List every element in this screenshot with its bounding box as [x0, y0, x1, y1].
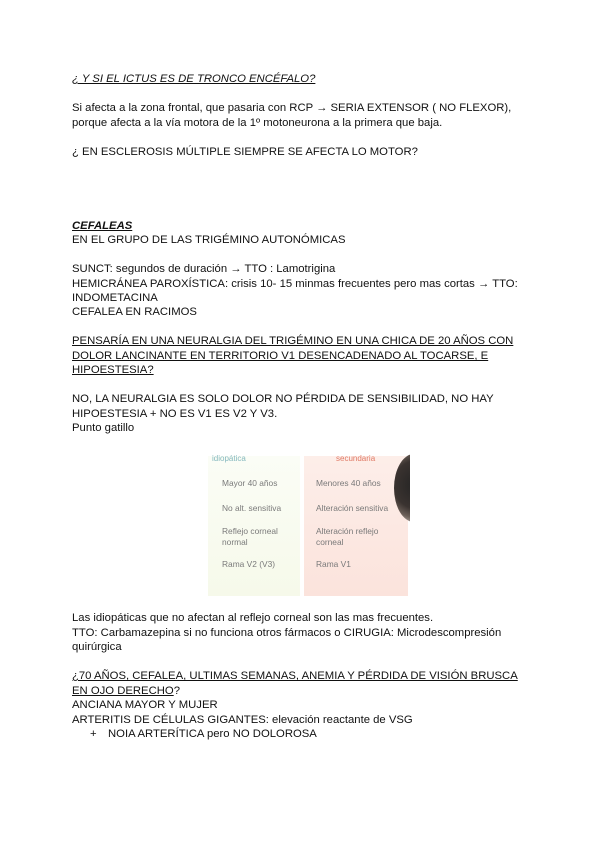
question-neuralgia: HIPOESTESIA?: [72, 364, 154, 376]
question-neuralgia: DOLOR LANCINANTE EN TERRITORIO V1 DESENCADENADO AL TOCARSE, E: [72, 350, 489, 362]
figure-item: Reflejo corneal normal: [222, 526, 278, 547]
paragraph-line: CEFALEA EN RACIMOS: [72, 306, 197, 318]
question-arteritis: ¿70 AÑOS, CEFALEA, ULTIMAS SEMANAS, ANEMIA Y PÉRDIDA DE VISIÓN BRUSCA: [72, 670, 518, 682]
question-neuralgia: PENSARÍA EN UNA NEURALGIA DEL TRIGÉMINO EN UNA CHICA DE 20 AÑOS CON: [72, 335, 514, 347]
figure-item: Alteración reflejo corneal: [316, 526, 379, 547]
bullet-marker: +: [90, 728, 97, 740]
figure-item: Menores 40 años: [316, 478, 381, 488]
question-arteritis-underlined: EN OJO DERECHO: [72, 685, 174, 697]
paragraph-line: ARTERITIS DE CÉLULAS GIGANTES: elevación reactante de VSG: [72, 714, 413, 726]
paragraph-line: porque afecta a la vía motora de la 1º motoneurona a la primera que baja.: [72, 117, 443, 129]
paragraph-line: ANCIANA MAYOR Y MUJER: [72, 699, 218, 711]
figure-item: Rama V2 (V3): [222, 559, 276, 569]
figure-item: Mayor 40 años: [222, 478, 278, 488]
figure-item: Rama V1: [316, 559, 351, 569]
figure-item: No alt. sensitiva: [222, 503, 282, 513]
paragraph-line: Punto gatillo: [72, 422, 135, 434]
bullet-item: NOIA ARTERÍTICA pero NO DOLOROSA: [108, 728, 317, 740]
question-mark: ?: [173, 685, 180, 697]
paragraph-line: EN EL GRUPO DE LAS TRIGÉMINO AUTONÓMICAS: [72, 234, 346, 246]
paragraph-line: HIPOESTESIA + NO ES V1 ES V2 Y V3.: [72, 408, 278, 420]
comparison-figure: [196, 448, 410, 596]
paragraph-line: TTO: Carbamazepina si no funciona otros fármacos o CIRUGIA: Microdescompresión: [72, 627, 502, 639]
figure-header-idiopatica: idiopática: [212, 454, 246, 463]
paragraph-line: Si afecta a la zona frontal, que pasaria con RCP → SERIA EXTENSOR ( NO FLEXOR),: [72, 102, 512, 114]
paragraph-line: SUNCT: segundos de duración → TTO : Lamotrigina: [72, 263, 336, 275]
paragraph-line: quirúrgica: [72, 641, 122, 653]
paragraph-line: INDOMETACINA: [72, 292, 158, 304]
figure-header-secundaria: secundaria: [336, 454, 376, 463]
paragraph-line: HEMICRÁNEA PAROXÍSTICA: crisis 10- 15 minmas frecuentes pero mas cortas → TTO:: [72, 278, 518, 290]
question-ictus-tronco: ¿ Y SI EL ICTUS ES DE TRONCO ENCÉFALO?: [72, 73, 316, 85]
question-esclerosis: ¿ EN ESCLEROSIS MÚLTIPLE SIEMPRE SE AFECTA LO MOTOR?: [72, 146, 418, 158]
figure-item: Alteración sensitiva: [316, 503, 389, 513]
section-heading-cefaleas: CEFALEAS: [72, 220, 133, 232]
question-arteritis: [72, 684, 180, 699]
paragraph-line: NO, LA NEURALGIA ES SOLO DOLOR NO PÉRDIDA DE SENSIBILIDAD, NO HAY: [72, 393, 494, 405]
paragraph-line: Las idiopáticas que no afectan al reflejo corneal son las mas frecuentes.: [72, 612, 434, 624]
